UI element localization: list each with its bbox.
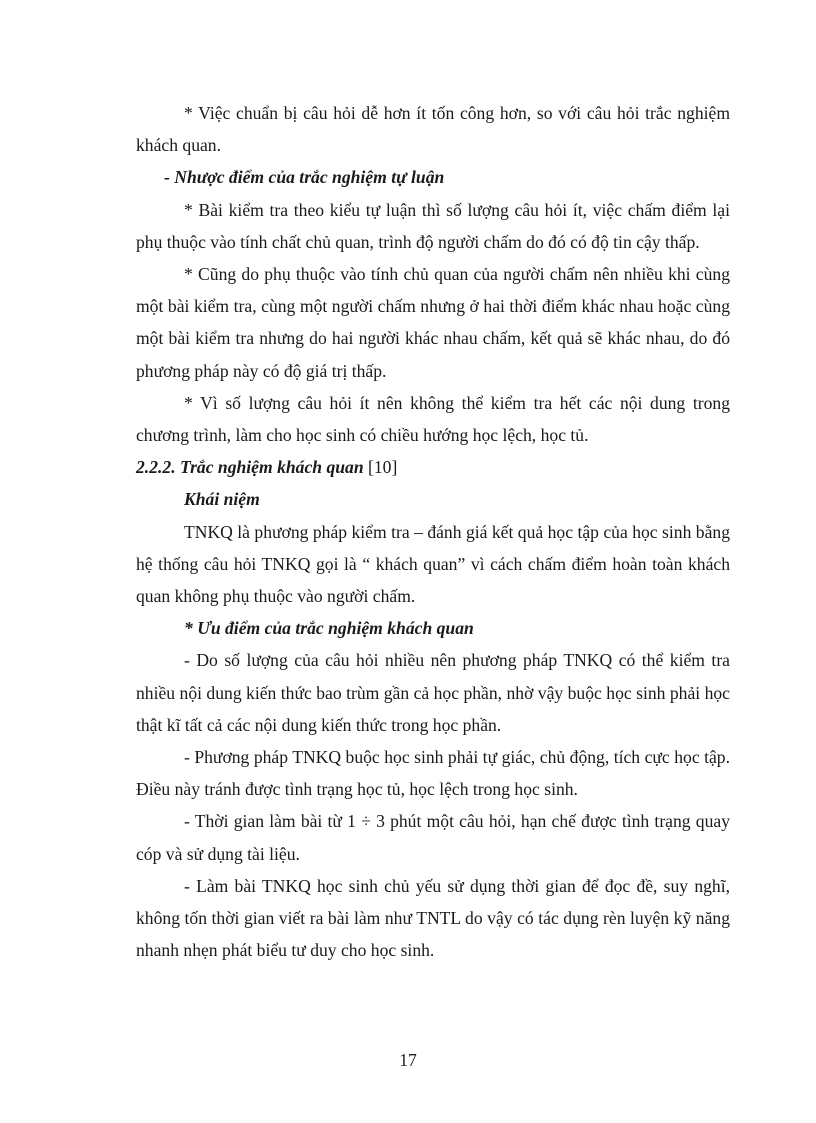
paragraph-concept: TNKQ là phương pháp kiểm tra – đánh giá kết quả học tập của học sinh bằng hệ thống câu hỏi TNKQ gọi là “ khách quan” vì cách chấm điểm hoàn toàn khách quan không phụ thuộc vào người chấm.: [136, 521, 730, 607]
heading-concept: Khái niệm: [184, 489, 260, 510]
paragraph-essay-disadvantage-3: * Vì số lượng câu hỏi ít nên không thể kiểm tra hết các nội dung trong chương trình, làm cho học sinh có chiều hướng học lệch, học tủ.: [136, 392, 730, 446]
paragraph-essay-disadvantage-1: * Bài kiểm tra theo kiểu tự luận thì số lượng câu hỏi ít, việc chấm điểm lại phụ thuộc vào tính chất chủ quan, trình độ người chấm do đó có độ tin cậy thấp.: [136, 199, 730, 252]
paragraph-objective-advantage-4: - Làm bài TNKQ học sinh chủ yếu sử dụng thời gian để đọc đề, suy nghĩ, không tốn thời gian viết ra bài làm như TNTL do vậy có tác dụng rèn luyện kỹ năng nhanh nhẹn phát biểu tư duy cho học sinh.: [136, 875, 730, 961]
heading-essay-disadvantages: - Nhược điểm của trắc nghiệm tự luận: [164, 167, 445, 188]
paragraph-objective-advantage-2: - Phương pháp TNKQ buộc học sinh phải tự giác, chủ động, tích cực học tập. Điều này tránh được tình trạng học tủ, học lệch trong học sinh.: [136, 747, 730, 800]
paragraph-objective-advantage-1: - Do số lượng của câu hỏi nhiều nên phương pháp TNKQ có thể kiểm tra nhiều nội dung kiến thức bao trùm gần cả học phần, nhờ vậy buộc học sinh phải học thật kĩ tất cả các nội dung kiến thức trong học phần.: [136, 650, 730, 735]
paragraph-objective-advantage-3: - Thời gian làm bài từ 1 ÷ 3 phút một câu hỏi, hạn chế được tình trạng quay cóp và sử dụng tài liệu.: [136, 811, 730, 864]
heading-objective-advantages: * Ưu điểm của trắc nghiệm khách quan: [184, 618, 474, 639]
paragraph-essay-advantage: * Việc chuẩn bị câu hỏi dễ hơn ít tốn công hơn, so với câu hỏi trắc nghiệm khách quan.: [136, 103, 730, 156]
page-number: 17: [399, 1050, 417, 1070]
section-title: 2.2.2. Trắc nghiệm khách quan: [136, 457, 364, 478]
paragraph-essay-disadvantage-2: * Cũng do phụ thuộc vào tính chủ quan của người chấm nên nhiều khi cùng một bài kiểm tra, cùng một người chấm nhưng ở hai thời điểm khác nhau hoặc cùng một bài kiểm tra nhưng do hai người khác nhau chấm, kết quả sẽ khác nhau, do đó phương pháp này có độ giá trị thấp.: [136, 264, 730, 381]
section-heading-objective-test: [136, 451, 730, 483]
document-page: [136, 97, 730, 966]
section-reference: [10]: [368, 457, 398, 478]
